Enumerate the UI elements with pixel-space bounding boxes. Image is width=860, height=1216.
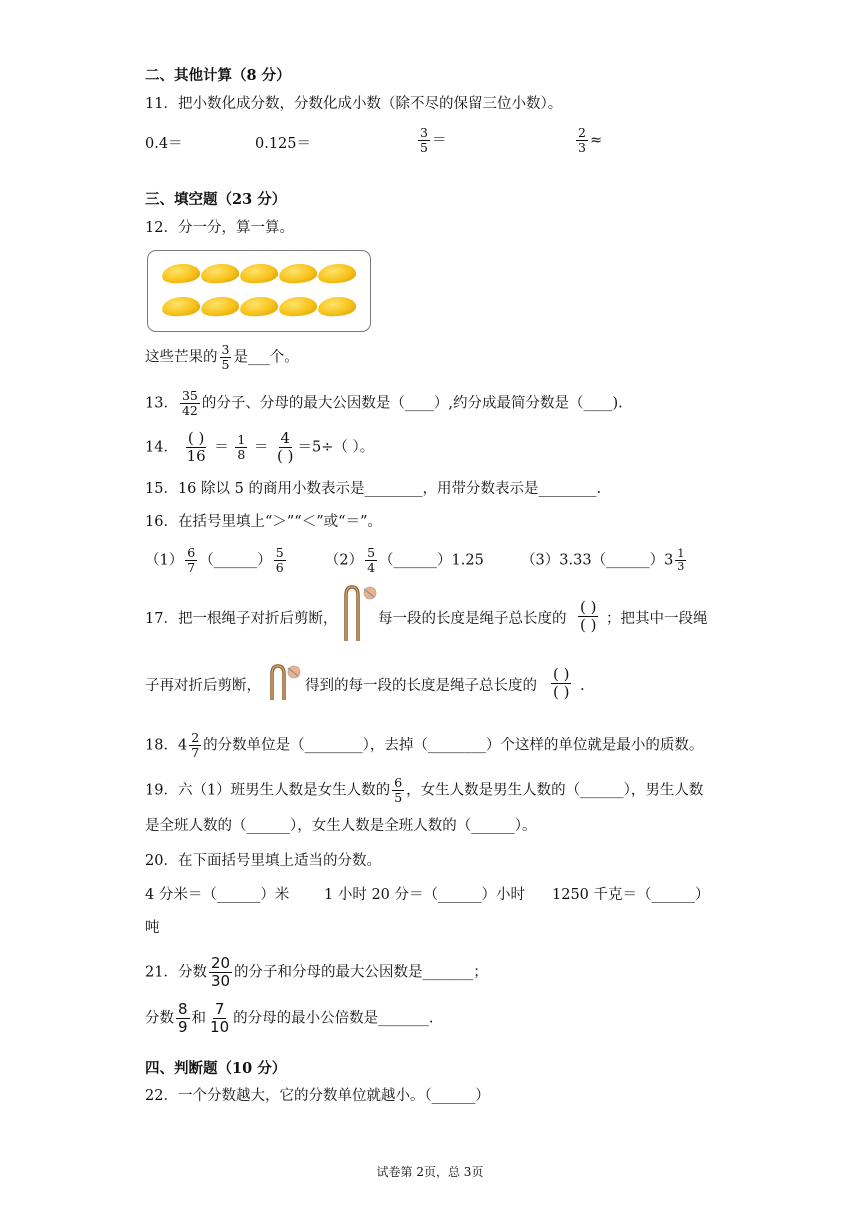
fraction: $\frac{7}{10}$: [210, 1000, 230, 1036]
page-footer: 试卷第 2页，总 3页: [376, 1165, 484, 1179]
q15-text: 15．16 除以 5 的商用小数表示是________，用带分数表示是________.: [145, 481, 602, 497]
q18-line: 18．4 $\frac{2}{7}$ 的分数单位是（________），去掉（________）个这样的单位就是最小的质数。: [145, 730, 704, 760]
fraction: $\frac{( )}{16}$: [186, 429, 206, 465]
q17-line1-c: ；把其中一段绳: [606, 611, 708, 627]
q20-c: 1250 千克＝（______）: [552, 887, 710, 903]
q20-a: 4 分米＝（______）米: [145, 887, 290, 903]
mango-icon: [278, 262, 318, 285]
mango-icon: [317, 295, 357, 318]
mango-icon: [317, 262, 357, 285]
fraction: $\frac{35}{42}$: [181, 388, 198, 418]
q16-parts: （1） $\frac{6}{7}$ （______） $\frac{5}{6}$ （2） $\frac{5}{4}$ （______）1.25 （3）3.33（______）3 $\frac{1}{3}$: [145, 545, 685, 575]
section-2-title: 二、其他计算（8 分）: [145, 67, 291, 84]
q11-a: 0.4＝: [145, 136, 183, 152]
mango-icon: [200, 295, 240, 318]
fraction: $\frac{1}{3}$: [677, 547, 685, 573]
q22-text: 22．一个分数越大，它的分数单位就越小。（______）: [145, 1088, 490, 1104]
fraction: $\frac{( )}{( )}$: [580, 598, 597, 634]
mango-icon: [161, 295, 201, 318]
fraction: $\frac{2}{7}$: [191, 730, 200, 760]
q14-line: 14． $\frac{( )}{16}$ ＝ $\frac{1}{8}$ ＝ $\frac{4}{( )}$ ＝5÷（ ）。: [145, 429, 375, 465]
mango-icon: [239, 262, 279, 285]
q12-text: 12．分一分，算一算。: [145, 220, 294, 236]
q17-line2-a: 子再对折后剪断，: [145, 678, 261, 694]
fraction: $\frac{5}{6}$: [275, 545, 284, 575]
q17-line1-a: 17．把一根绳子对折后剪断，: [145, 611, 338, 627]
q16-text: 16．在括号里填上“＞”“＜”或“＝”。: [145, 514, 382, 530]
mango-icon: [200, 262, 240, 285]
q17-line2-b: 得到的每一段的长度是绳子总长度的: [305, 678, 537, 694]
q11-d: $\frac{2}{3}$ ≈: [578, 125, 603, 155]
mango-icon: [161, 262, 201, 285]
q13-line: 13． $\frac{35}{42}$ 的分子、分母的最大公因数是（____）,约分成最简分数是（____).: [145, 388, 623, 418]
section-3-title: 三、填空题（23 分）: [145, 191, 287, 208]
q20-text: 20．在下面括号里填上适当的分数。: [145, 853, 381, 869]
fraction: $\frac{6}{5}$: [394, 775, 403, 805]
fraction: $\frac{3}{5}$: [221, 342, 230, 372]
q17-blank-2: [549, 666, 573, 701]
folded-rope-icon: [266, 662, 306, 702]
q17-line2-c: .: [580, 678, 585, 694]
fraction: $\frac{1}{8}$: [237, 432, 246, 462]
mango-icon: [278, 295, 318, 318]
fraction: $\frac{2}{3}$: [578, 125, 586, 155]
fraction: $\frac{( )}{( )}$: [553, 665, 570, 701]
q11-b: 0.125＝: [255, 136, 312, 152]
section-4-title: 四、判断题（10 分）: [145, 1060, 287, 1077]
q11-c: $\frac{3}{5}$ ＝: [420, 125, 447, 155]
mango-picture: [147, 250, 371, 332]
q17-blank-1: [576, 599, 600, 634]
folded-rope-icon: [340, 583, 380, 643]
q19-line1: 19．六（1）班男生人数是女生人数的 $\frac{6}{5}$ ，女生人数是男生人数的（______），男生人数: [145, 775, 704, 805]
q19-line2: 是全班人数的（______），女生人数是全班人数的（______）。: [145, 818, 537, 834]
fraction: $\frac{4}{( )}$: [277, 429, 294, 465]
q12-answer-line: 这些芒果的 $\frac{3}{5}$ 是___个。: [145, 342, 299, 372]
fraction: $\frac{3}{5}$: [420, 125, 428, 155]
q20-b: 1 小时 20 分＝（______）小时: [324, 887, 526, 903]
fraction: $\frac{8}{9}$: [178, 1000, 188, 1036]
q11-text: 11．把小数化成分数，分数化成小数（除不尽的保留三位小数）。: [145, 96, 563, 112]
q21-line2: 分数 $\frac{8}{9}$ 和 $\frac{7}{10}$ 的分母的最小公倍数是_______.: [145, 1000, 434, 1036]
q21-line1: 21．分数 $\frac{20}{30}$ 的分子和分母的最大公因数是_______；: [145, 954, 488, 990]
fraction: $\frac{6}{7}$: [187, 545, 196, 575]
fraction: $\frac{5}{4}$: [367, 545, 376, 575]
mango-icon: [239, 295, 279, 318]
q20-c-wrap: 吨: [145, 920, 160, 936]
q17-line1-b: 每一段的长度是绳子总长度的: [378, 611, 567, 627]
fraction: $\frac{20}{30}$: [210, 954, 231, 990]
